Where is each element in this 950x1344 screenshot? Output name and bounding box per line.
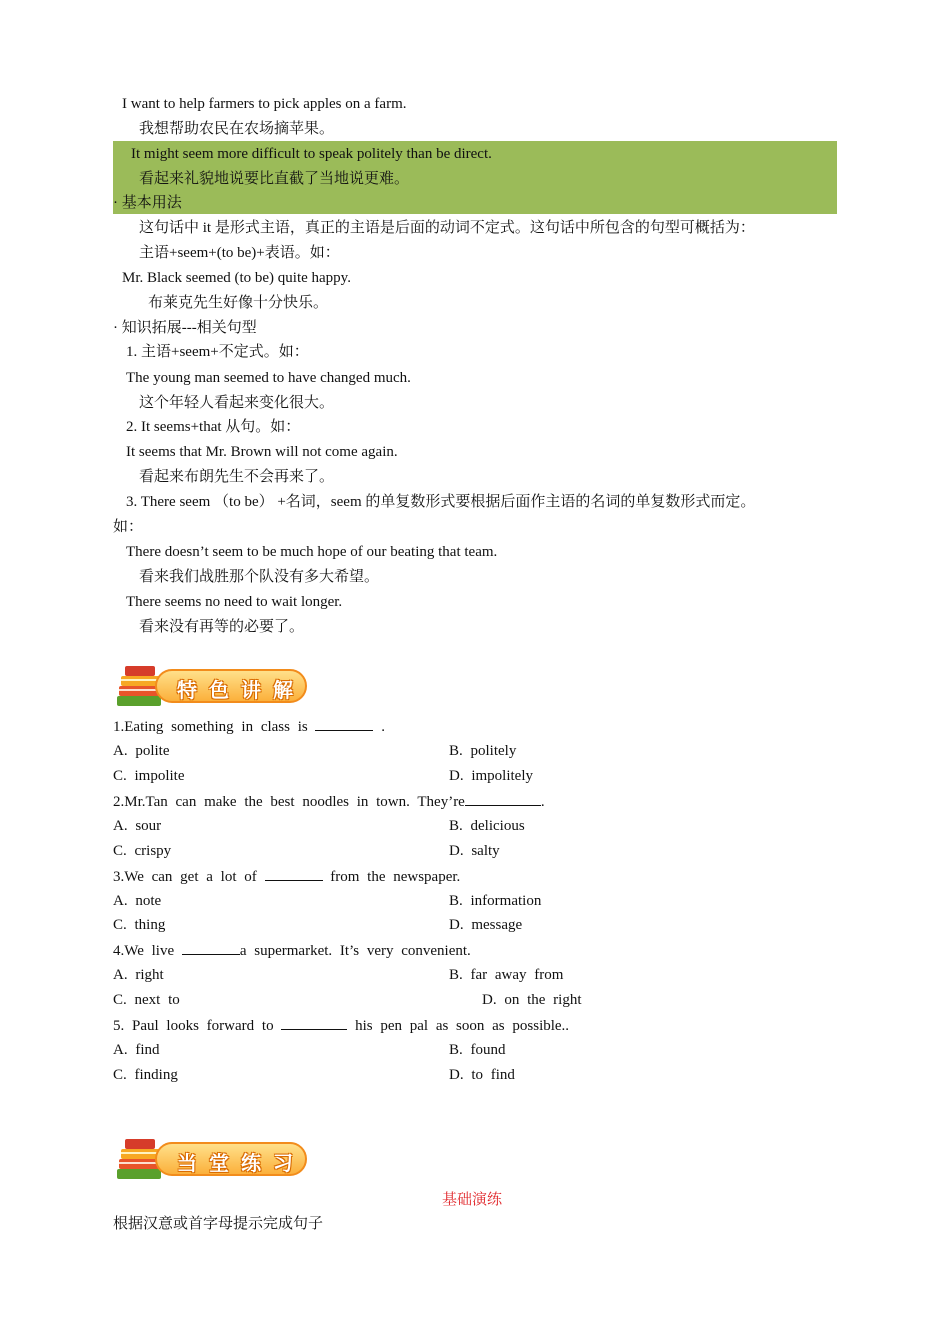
option-c[interactable]: C. finding [113,1067,178,1083]
question-4: 4.We live a supermarket. It’s very convenient. [113,940,471,961]
option-a[interactable]: A. sour [113,818,162,834]
example-translation: 看起来布朗先生不会再来了。 [139,469,335,485]
section-heading-extension: · 知识拓展---相关句型 [113,320,257,336]
section-heading-usage: · 基本用法 [113,195,182,211]
option-d[interactable]: D. on the right [482,992,582,1008]
option-a[interactable]: A. find [113,1042,160,1058]
example-sentence: I want to help farmers to pick apples on a farm. [122,96,407,112]
option-b[interactable]: B. found [449,1042,506,1058]
banner-title: 当堂练习 [177,1151,305,1175]
usage-pattern: 主语+seem+(to be)+表语。如： [139,245,340,261]
option-a[interactable]: A. note [113,893,162,909]
practice-heading: 基础演练 [442,1192,503,1208]
pattern-3-continued: 如： [113,519,144,535]
option-c[interactable]: C. impolite [113,768,185,784]
question-1: 1.Eating something in class is . [113,716,385,737]
option-a[interactable]: A. polite [113,743,170,759]
example-translation: 我想帮助农民在农场摘苹果。 [139,121,335,137]
section-banner-features [113,662,313,714]
option-c[interactable]: C. next to [113,992,180,1008]
pattern-1: 1. 主语+seem+不定式。如： [126,344,309,360]
option-d[interactable]: D. to find [449,1067,515,1083]
example-translation: 看来没有再等的必要了。 [139,619,305,635]
option-b[interactable]: B. politely [449,743,517,759]
example-sentence: Mr. Black seemed (to be) quite happy. [122,270,351,286]
section-banner-practice [113,1135,313,1187]
example-sentence: The young man seemed to have changed much. [126,370,411,386]
example-translation: 这个年轻人看起来变化很大。 [139,395,335,411]
example-sentence: It seems that Mr. Brown will not come again. [126,444,398,460]
example-sentence: There doesn’t seem to be much hope of our beating that team. [126,544,498,560]
key-sentence-translation: 看起来礼貌地说要比直截了当地说更难。 [139,171,410,187]
question-5: 5. Paul looks forward to his pen pal as soon as possible.. [113,1015,569,1036]
option-c[interactable]: C. thing [113,917,166,933]
option-d[interactable]: D. message [449,917,523,933]
option-b[interactable]: B. far away from [449,967,564,983]
pattern-2: 2. It seems+that 从句。如： [126,419,301,435]
question-2: 2.Mr.Tan can make the best noodles in town. They’re . [113,791,545,812]
key-sentence: It might seem more difficult to speak politely than be direct. [131,146,492,162]
option-d[interactable]: D. salty [449,843,500,859]
option-d[interactable]: D. impolitely [449,768,533,784]
example-sentence: There seems no need to wait longer. [126,594,343,610]
example-translation: 看来我们战胜那个队没有多大希望。 [139,569,380,585]
option-c[interactable]: C. crispy [113,843,172,859]
question-3: 3.We can get a lot of from the newspaper. [113,866,460,887]
option-b[interactable]: B. information [449,893,542,909]
option-a[interactable]: A. right [113,967,164,983]
example-translation: 布莱克先生好像十分快乐。 [148,295,329,311]
option-b[interactable]: B. delicious [449,818,525,834]
banner-title: 特色讲解 [177,678,305,702]
usage-explanation: 这句话中 it 是形式主语，真正的主语是后面的动词不定式。这句话中所包含的句型可概括为： [139,220,755,236]
practice-instruction: 根据汉意或首字母提示完成句子 [113,1216,324,1232]
pattern-3: 3. There seem （to be） +名词，seem 的单复数形式要根据后面作主语的名词的单复数形式而定。 [126,494,756,510]
